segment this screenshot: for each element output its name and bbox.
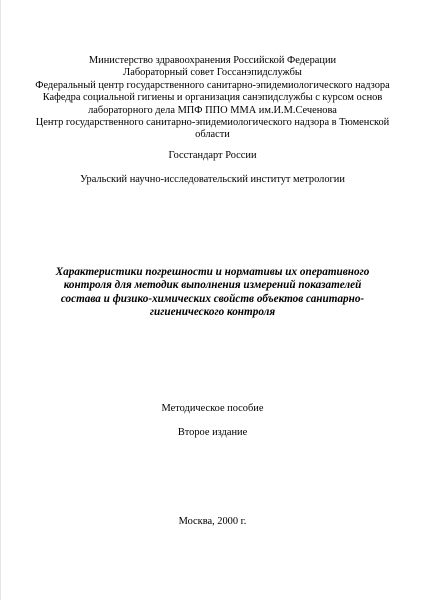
- edition: Второе издание: [177, 427, 248, 438]
- org-lab-council: Лабораторный совет Госсанэпидслужбы: [123, 67, 302, 79]
- issuing-organizations: [1, 55, 423, 142]
- title-line: гигиенического контроля: [149, 306, 276, 319]
- document-type: Методическое пособие: [161, 403, 264, 414]
- institute: Уральский научно-исследовательский институт метрологии: [80, 174, 345, 185]
- place-and-year: Москва, 2000 г.: [178, 516, 247, 527]
- title-line: Характеристики погрешности и нормативы их оперативного: [55, 266, 370, 278]
- org-tyumen-center-cont: области: [195, 129, 230, 141]
- org-federal-center: Федеральный центр государственного санитарно-эпидемиологического надзора: [35, 79, 390, 91]
- title-line: контроля для методик выполнения измерений показателей: [63, 279, 362, 292]
- org-department: Кафедра социальной гигиены и организация санэпидслужбы с курсом основ: [42, 92, 383, 104]
- document-title: [1, 266, 423, 320]
- title-line: состава и физико-химических свойств объектов санитарно-: [60, 292, 365, 305]
- org-tyumen-center: Центр государственного санитарно-эпидемиологического надзора в Тюменской: [35, 117, 390, 129]
- org-ministry: Министерство здравоохранения Российской Федерации: [88, 55, 337, 66]
- gosstandart: Госстандарт России: [168, 150, 257, 161]
- org-department-cont: лабораторного дела МПФ ППО ММА им.И.М.Сеченова: [88, 104, 337, 116]
